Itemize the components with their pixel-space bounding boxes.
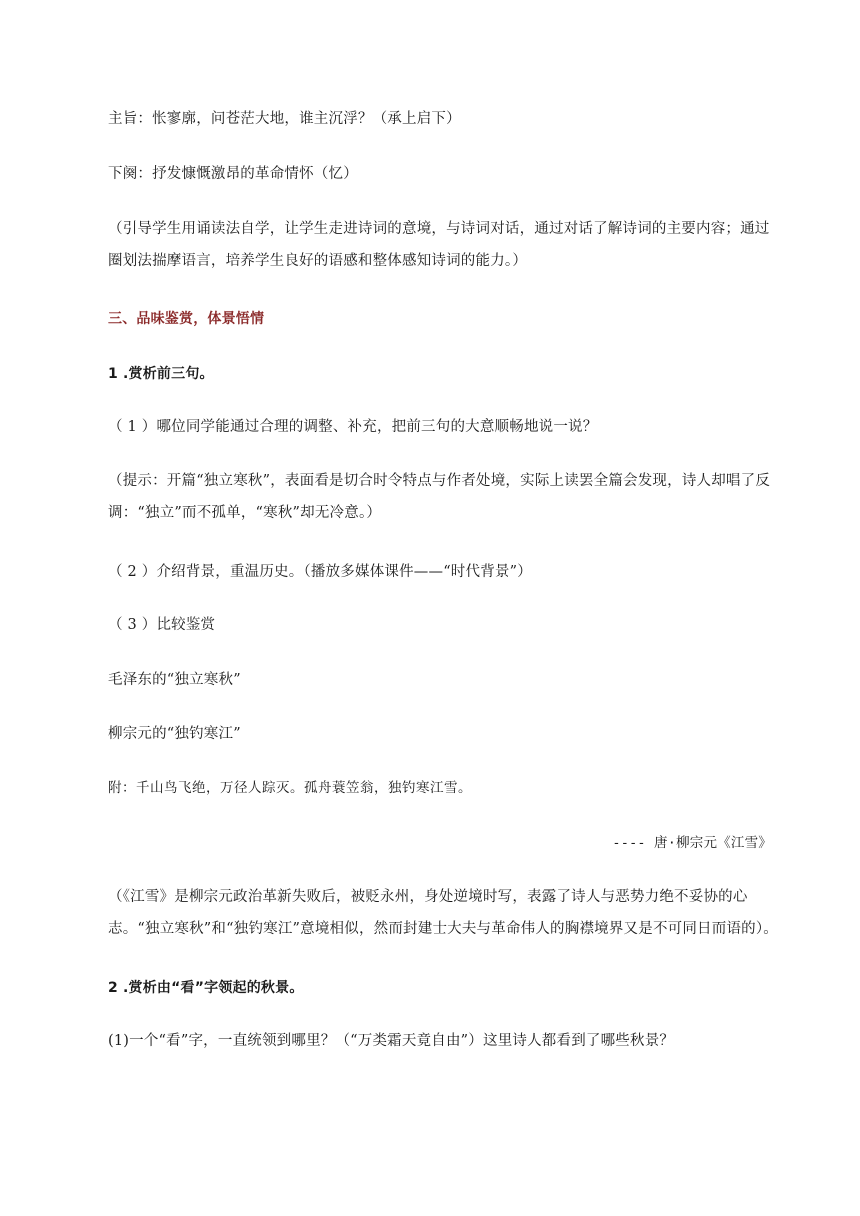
item-two-heading: 2 .赏析由“看”字领起的秋景。 bbox=[108, 980, 304, 996]
item-one-question-3: （ 3 ）比较鉴赏 bbox=[108, 617, 216, 633]
theme-line: 主旨：怅寥廓，问苍茫大地，谁主沉浮？（承上启下） bbox=[108, 111, 461, 127]
second-stanza-line: 下阕：抒发慷慨激昂的革命情怀（忆） bbox=[108, 166, 358, 182]
section-three-heading: 三、品味鉴赏，体景悟情 bbox=[108, 311, 265, 327]
item-one-hint: （提示：开篇“独立寒秋”，表面看是切合时令特点与作者处境，实际上读罢全篇会发现，诗人却唱了反调：“独立”而不孤单，“寒秋”却无冷意。） bbox=[108, 473, 771, 521]
compare-liu: 柳宗元的“独钓寒江” bbox=[108, 726, 241, 742]
poem-source: ---- 唐·柳宗元《江雪》 bbox=[612, 835, 772, 851]
item-one-question-1: （ 1 ）哪位同学能通过合理的调整、补充，把前三句的大意顺畅地说一说？ bbox=[108, 419, 598, 435]
guidance-paragraph: （引导学生用诵读法自学，让学生走进诗词的意境，与诗词对话，通过对话了解诗词的主要内容；通过圈划法揣摩语言，培养学生良好的语感和整体感知诗词的能力。） bbox=[108, 221, 770, 269]
item-one-heading: 1 .赏析前三句。 bbox=[108, 366, 214, 382]
compare-mao: 毛泽东的“独立寒秋” bbox=[108, 672, 241, 688]
item-one-question-2: （ 2 ）介绍背景，重温历史。（播放多媒体课件——“时代背景”） bbox=[108, 564, 532, 580]
poem-note: （《江雪》是柳宗元政治革新失败后，被贬永州，身处逆境时写，表露了诗人与恶势力绝不妥协的心志。“独立寒秋”和“独钓寒江”意境相似，然而封建士大夫与革命伟人的胸襟境界又是不可同日而语的）。 bbox=[108, 889, 778, 937]
item-two-question-1: (1)一个“看”字，一直统领到哪里？（“万类霜天竟自由”）这里诗人都看到了哪些秋景？ bbox=[108, 1033, 675, 1049]
poem-text: 附：千山鸟飞绝，万径人踪灭。孤舟蓑笠翁，独钓寒江雪。 bbox=[108, 780, 472, 796]
